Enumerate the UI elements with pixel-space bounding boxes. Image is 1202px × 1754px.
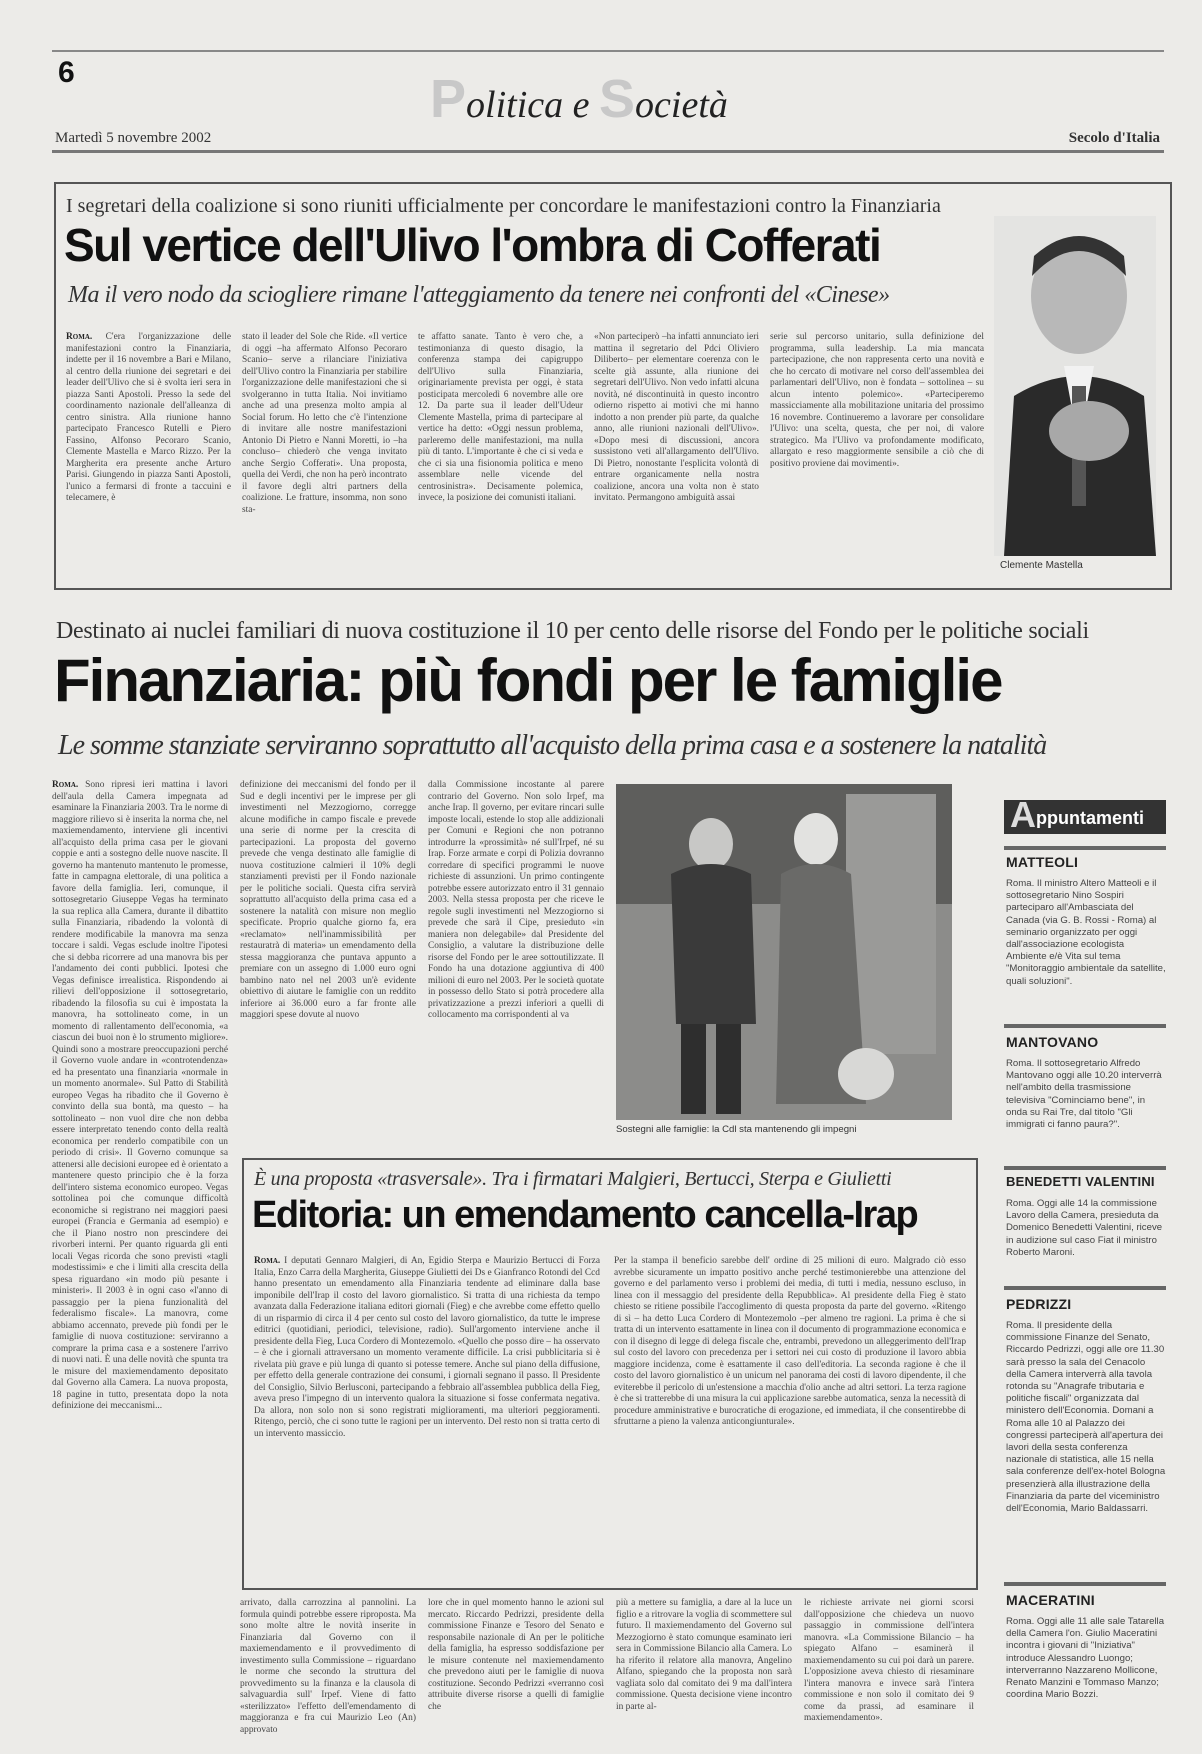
article-cofferati-col-1	[66, 332, 231, 577]
article-famiglie-col-2: definizione dei meccanismi del fondo per il Sud e degli incentivi per le imprese per gli investimenti nel Mezzogiorno, corregge alcune modifiche in campo fiscale e prevede una serie di norme per la crescita di partecipazioni. La proposta del governo prevede che venga destinato alle famiglie di nuova costituzione calmieri il 10% degli stanziamenti previsti per il Fondo nazionale per le politiche sociali. Questa cifra servirà soprattutto all'acquisto della prima casa ed a sostenere la natalità con misure non meglio specificate. Proprio qualche giorno fa, era «reclamato» nell'inammissibilità per restauratrà di materia» un emendamento della stessa maggioranza che puntava appunto a premiare con un assegno di 1.000 euro ogni bambino nato nel nel 2003 un'è evidente obiettivo di aiutare le famiglie con un reddito inferiore ai 36.000 euro a far fronte alle maggiori spese dovute al nuovo	[240, 780, 416, 1020]
sidebar-rule	[1004, 1166, 1166, 1170]
dateline: Roma.	[66, 332, 93, 342]
article-cofferati-col-2: stato il leader del Sole che Ride. «Il vertice di oggi –ha affermato Alfonso Pecoraro Scanio– serve a rilanciare l'iniziativa dell'Ulivo contro la Finanziaria per stabilire l'organizzazione delle manifestazioni che si svolgeranno in tutta Italia. Noi invitiamo anche ad una presenza molto ampia al Social forum. Ho letto che c'è l'intenzione di invitare alle nostre manifestazioni Antonio Di Pietro e Nanni Moretti, io –ha concluso– chiederò che venga invitato anche Sergio Cofferati». Una proposta, quella dei Verdi, che non ha però incontrato il favore degli altri partners della coalizione. Le fratture, insomma, non sono sta-	[242, 332, 407, 515]
mastella-caption: Clemente Mastella	[1000, 560, 1083, 571]
article-famiglie-kicker: Destinato ai nuclei familiari di nuova costituzione il 10 per cento delle risorse del Fondo per le politiche sociali	[56, 618, 1089, 644]
article-famiglie-col-4b: più a mettere su famiglia, a dare al la luce un figlio e a ritrovare la voglia di scommettere sul futuro. Il maxiemendamento del Governo sul Mezzogiorno è stato comunque esaminato ieri sera in Commissione Bilancio alla Camera. Lo ha riferito il relatore alla manovra, Angelino Alfano, spiegando che la proposta non sarà vagliata solo dal comitato dei 9 ma dall'intera commissione. Questa decisione viene incontro in parte al-	[616, 1598, 792, 1712]
appuntamento-text: Roma. Il sottosegretario Alfredo Mantovano oggi alle 10.20 interverrà nell'ambito della trasmissione televisiva "Cominciamo bene", in onda su Rai Tre, dal titolo "Gli immigrati ci fanno paura?".	[1006, 1058, 1162, 1131]
top-rule	[52, 50, 1164, 52]
famiglie-photo	[616, 784, 952, 1120]
article-cofferati-subhead: Ma il vero nodo da sciogliere rimane l'atteggiamento da tenere nei confronti del «Cinese»	[68, 282, 890, 308]
article-cofferati-col-3: te affatto sanate. Tanto è vero che, a testimonianza di questo disagio, la conferenza stampa dei capigruppo dell'Ulivo sulla Finanziaria, originariamente prevista per oggi, è stata posticipata mercoledì 6 novembre alle ore 12. Da parte sua il leader dell'Udeur Clemente Mastella, prima di partecipare al vertice ha detto: «Oggi nessun problema, parleremo delle manifestazioni, ma nulla più di tanto. L'importante è che ci si veda e che ci sia una fisionomia politica e meno assemblare nelle vicende del centrosinistra». Decisamente polemica, invece, la posizione dei comunisti italiani.	[418, 332, 583, 503]
article-famiglie-col-2b: arrivato, dalla carrozzina al pannolini. La formula quindi potrebbe essere riproposta. Ma sono molte altre le novità inserite in Finanziaria dal Governo con il maxiemendamento e il provvedimento di investimento sulla Commissione – riguardano le norme che secondo la struttura del provvedimento su la finanza e la clausola di salvaguardia sull' Irpef. Viene di fatto «sterilizzato» l'effetto dell'emendamento di maggioranza e fra cui Maurizio Leo (An) approvato	[240, 1598, 416, 1735]
mastella-photo	[994, 216, 1156, 556]
article-editoria-text-1: I deputati Gennaro Malgieri, di An, Egidio Sterpa e Maurizio Bertucci di Forza Italia, Enzo Carra della Margherita, Giuseppe Giulietti dei Ds e Gianfranco Rotondi del Ccd hanno presentato un emendamento alla Finanziaria tendente ad eliminare dalla base imponibile dell'Irap il costo del lavoro giornalistico. Si tratta di una richiesta da tempo avanzata dalla Federazione italiana editori giornali (Fieg) e che avrebbe come effetto quello di un risparmio di circa il 4 per cento sul costo del lavoro giornalistico, da tutte le imprese editrici (quotidiani, periodici, televisione, radio). Sull'argomento interviene anche il presidente della Fieg, Luca Cordero di Montezemolo. «Quello che posso dire – ha osservato – è che i giornali attraversano un momento veramente difficile. La crisi pubblicitaria si è rivelata più grave e più lunga di quanto si potesse temere. Anche sul piano della diffusione, per effetto della generale contrazione dei consumi, i giornali segnano il passo. Il Presidente del Consiglio, Silvio Berlusconi, partecipando a febbraio all'assemblea pubblica della Fieg, aveva preso l'impegno di un intervento qualora la situazione si fosse confermata negativa. Da allora, non solo non si sono registrati miglioramenti, ma ulteriori peggioramenti. Ritengo, perciò, che ci sono tutte le ragioni per un intervento. Del resto non si tratta certo di un intervento massiccio.	[254, 1256, 600, 1439]
section-title	[430, 68, 728, 130]
article-famiglie-col-5b: le richieste arrivate nei giorni scorsi dall'opposizione che chiedeva un nuovo passaggio in commissione dell'intera manovra. «La Commissione Bilancio – ha spiegato Alfano – esaminerà il maxiemendamento su cui poi darà un parere. L'opposizione aveva chiesto di riesaminare l'intera manovra e invece sarà l'intera commissione e non solo il comitato dei 9 come da prassi, ad esaminare il maxiemendamento».	[804, 1598, 974, 1723]
appuntamento-text: Roma. Oggi alle 14 la commissione Lavoro della Camera, presieduta da Domenico Benedetti Valentini, riceve in audizione sul caso Fiat il ministro Roberto Maroni.	[1006, 1198, 1163, 1258]
article-cofferati-col-5: serie sul percorso unitario, sulla definizione del programma, sulla leadership. La mia mancata partecipazione, che non rappresenta certo una novità e che ho cercato di motivare nel corso dell'assemblea dei parlamentari dell'Ulivo, non è fondata – sottolinea – su alcun intento polemico». «Parteciperemo massicciamente alla mobilitazione unitaria del prossimo 16 novembre. Continueremo a lavorare per consolidare l'Ulivo: una scelta, questa, che per noi, di valore strategico. Ma l'Ulivo va profondamente modificato, allargato e reso maggiormente sensibile a ciò che di positivo proviene dai movimenti».	[770, 332, 984, 469]
appuntamento-text: Roma. Il presidente della commissione Finanze del Senato, Riccardo Pedrizzi, oggi alle ore 11.30 sarà presso la sala del Cenacolo della Camera interverrà alla tavola rotonda su "Anagrafe tributaria e politiche fiscali" organizzata dal ministero dell'Economia. Domani a Roma alle 10 al Palazzo dei congressi parteciperà all'apertura dei lavori della sesta conferenza nazionale di statistica, alle 15 nella sala conferenze dell'ex-hotel Bologna presenzierà alla illustrazione della Finanziaria da parte del viceministro dell'Economia, Mario Baldassarri.	[1006, 1320, 1166, 1515]
appuntamenti-initial: A	[1010, 794, 1036, 835]
appuntamento-text: Roma. Oggi alle 11 alle sale Tatarella della Camera l'on. Giulio Maceratini incontra i giovani di "Iniziativa" introduce Alessandro Luongo; interverranno Nazzareno Mollicone, Renato Manzini e Tommaso Manzo; coordina Mario Bozzi.	[1006, 1616, 1165, 1701]
appuntamento-title: PEDRIZZI	[1006, 1296, 1072, 1312]
appuntamento-title: BENEDETTI VALENTINI	[1006, 1174, 1155, 1189]
sidebar-rule	[1004, 1024, 1166, 1028]
article-editoria-col-2: Per la stampa il beneficio sarebbe dell' ordine di 25 milioni di euro. Malgrado ciò esso avrebbe sicuramente un impatto positivo anche perché testimonierebbe una attenzione del governo e del parlamento verso i problemi dei media, di tutti i media, nessuno escluso, in linea con il messaggio del presidente della Repubblica». Al presidente della Fieg è stato chiesto se ritiene possibile l'accoglimento di questa proposta da parte del governo. «Ritengo di sì – ha detto Luca Cordero di Montezemolo –per almeno tre ragioni. La prima è che si tratta di un intervento esattamente in linea con il documento di programmazione economica e con il disegno di legge di delega fiscale che, entrambi, prevedono un alleggerimento dell'Irap sul costo del lavoro con precedenza per i settori nei cui costo di produzione il lavoro abbia maggiore incidenza, come è esattamente il caso dell'editoria. La seconda ragione è che il costo del lavoro giornalistico è un unicum nel panorama dei costi di lavoro dipendente, il che eviterebbe il pericolo di un'estensione a macchia d'olio anche ad altri settori. La terza ragione è che si tratterebbe di una misura la cui applicazione sarebbe automatica, senza la necessità di procedure amministrative e burocratiche di erogazione, ed immediata, il che consentirebbe di sfruttarne a pieno la valenza anticongiunturale».	[614, 1256, 966, 1427]
masthead-rule	[52, 150, 1164, 153]
article-cofferati-col-4: «Non parteciperò –ha infatti annunciato ieri mattina il segretario del Pdci Oliviero Diliberto– per elementare coerenza con le scelte già assunte, alla riunione dei segretari dell'Ulivo. Non vedo infatti alcuna novità, né discontinuità in questo incontro odierno rispetto ai motivi che mi hanno indotto a non prender più parte, da qualche anno, alle riunioni nazionali dell'Ulivo». «Dopo mesi di discussioni, ancora sussistono veti all'allargamento dell'Ulivo. Di Pietro, nonostante l'esplicita volontà di entrare organicamente nella nostra coalizione, ancora una volta non è stato invitato. Permangono ambiguità assai	[594, 332, 759, 503]
issue-date: Martedì 5 novembre 2002	[55, 130, 212, 146]
dateline: Roma.	[52, 780, 79, 790]
section-initial-s: S	[599, 69, 636, 129]
article-editoria-col-1	[254, 1256, 600, 1582]
appuntamento-title: MANTOVANO	[1006, 1034, 1099, 1050]
article-cofferati-headline: Sul vertice dell'Ulivo l'ombra di Cofferati	[64, 219, 881, 271]
page-number: 6	[58, 56, 75, 89]
article-famiglie-col-3b: lore che in quel momento hanno le azioni sul mercato. Riccardo Pedrizzi, presidente della commissione Finanze e Tesoro del Senato e responsabile nazionale di An per le politiche della famiglia, ha espresso soddisfazione per le misure contenute nel maxiemendamento che prevedono aiuti per le famiglie di nuova costituzione. Secondo Pedrizzi «verranno così attribuite diverse risorse a quelli di famiglie che	[428, 1598, 604, 1712]
appuntamento-text: Roma. Il ministro Altero Matteoli e il sottosegretario Nino Sospiri parteciparo all'Ambasciata del Canada (via G. B. Rossi - Roma) al seminario organizzato per oggi dall'associazione ecologista Ambiente e/è Vita sul tema "Monitoraggio ambientale da satellite, quali soluzioni".	[1006, 878, 1166, 987]
appuntamento-title: MATTEOLI	[1006, 854, 1079, 870]
appuntamento-title: MACERATINI	[1006, 1592, 1095, 1608]
appuntamenti-header	[1004, 794, 1166, 835]
article-famiglie-headline: Finanziaria: più fondi per le famiglie	[54, 647, 1002, 714]
sidebar-rule	[1004, 1582, 1166, 1586]
dateline: Roma.	[254, 1256, 281, 1266]
section-initial-p: P	[430, 69, 467, 129]
section-word-2: ocietà	[635, 84, 728, 126]
sidebar-rule	[1004, 1286, 1166, 1290]
article-editoria-headline: Editoria: un emendamento cancella-Irap	[252, 1194, 918, 1236]
article-cofferati-kicker: I segretari della coalizione si sono riuniti ufficialmente per concordare le manifestazioni contro la Finanziaria	[66, 195, 941, 217]
article-famiglie-col-1	[52, 780, 228, 1754]
article-famiglie-col-3: dalla Commissione incostante al parere contrario del Governo. Non solo Irpef, ma anche Irap. Il governo, per evitare rincari sulle imposte locali, estende lo stop alle addizionali per Comuni e Regioni che non potranno introdurre la «prossimità» né sull'Irpef, né su Irap. Forze armate e corpi di Polizia dovranno corredare di specifici programmi le nuove richieste di assunzioni. Un primo contingente potrebbe essere autorizzato entro il 31 gennaio 2003. Nella stessa proposta per che riceve le regole sugli investimenti nel Mezzogiorno si prevede che sarà il Cipe, presieduto «in maniera non delegabile» dal Presidente del Consiglio, a valutare la distribuzione delle risorse del Fondo per le aree sottoutilizzate. Il Fondo ha una dotazione aggiuntiva di 400 milioni di euro nel 2003. Per le società quotate in possesso dello Stato si potrà procedere alla privatizzazione a prezzi inferiori a quelli di collocamento ma corrispondenti al va	[428, 780, 604, 1020]
article-famiglie-text-1: Sono ripresi ieri mattina i lavori dell'aula della Camera impegnata ad esaminare la Finanziaria 2003. Tra le norme di maggiore rilievo si è inserita la norma che, nel maxiemendamento, interviene gli incentivi all'acquisto della prima casa per le giovani coppie e anti a sostegno delle nuove nascite. Il governo ha mantenuto mantenuto le promesse, fatte in campagna elettorale, di una politica a favore della famiglia. Ieri, comunque, il sottosegretario Giuseppe Vegas ha terminato la sua replica alla Camera, durante il dibattito sulla Finanziaria, ribadendo la volontà di rendere modificabile la manovra ma senza toccare i saldi. Vegas esclude inoltre l'ipotesi che si debba ricorrere ad una manovra bis per l'andamento dei conti pubblici. Ipotesi che Vegas definisce irrealistica. Rispondendo ai rilievi dell'opposizione il sottosegretario, ribadendo la filosofia su cui è impostata la manovra, ha sottolineato come, in un momento di rallentamento dell'economia, «a ciascun dei buoi non è lo strumento migliore». Quindi sono a mostrare preoccupazioni perché il Governo vuole andare in «controtendenza» ed ha presentato una finanziaria «normale in un momento anormale». Sul Patto di Stabilità europeo Vegas ha ribadito che il Governo è convinto della sua bontà, ma questo – ha sottolineato – non vuol dire che non debba essere interpretato tenendo conto della realtà economica per renderlo compatibile con un periodo di crisi». Il Governo comunque sa attenersi alle decisioni europee ed è orientato a mantenere questo principio che è la forza dell'intero sistema economico europeo. Vegas sottolinea poi che comunque difficoltà economiche si registrano nei maggiori paesi europei (Francia e Germania ad esempio) e che il Piano nostro non prescindere dei rivorberi interni. Per quanto riguarda gli enti locali Vegas ricorda che sono previsti «tagli modestissimi» e che i limiti alla crescita della spesa riguardano «in modo più pesante i ministeri». Il 2003 è in ogni caso «l'anno di passaggio per la piena funzionalità del federalismo fiscale». La manovra, come abbiamo accennato, prevede più fondi per le famiglie di nuova costituzione: serviranno a comprare la prima casa e a sostenere l'arrivo di nuovi nati. È una delle novità che spunta tra le misure del maxiemendamento depositato dal Governo alla Camera. La nuova proposta, 18 pagine in tutto, presentata dopo la nota definizione dei meccanismi...	[52, 780, 228, 1411]
newspaper-name: Secolo d'Italia	[1068, 130, 1160, 146]
sidebar-rule	[1004, 846, 1166, 850]
article-editoria-kicker: È una proposta «trasversale». Tra i firmatari Malgieri, Bertucci, Sterpa e Giulietti	[254, 1168, 892, 1190]
article-famiglie-subhead: Le somme stanziate serviranno soprattutto all'acquisto della prima casa e a sostenere la natalità	[58, 730, 1047, 761]
appuntamenti-title: ppuntamenti	[1036, 808, 1144, 828]
famiglie-caption: Sostegni alle famiglie: la Cdl sta mantenendo gli impegni	[616, 1124, 857, 1135]
article-cofferati-text-1: C'era l'organizzazione delle manifestazioni contro la Finanziaria, indette per il 16 novembre a Bari e Milano, al centro della riunione dei segretari e dei leader dell'Ulivo che si è svolta ieri sera in piazza Santi Apostoli. Presso la sede del coordinamento nazionale dell'alleanza di centro sinistra. Alla riunione hanno partecipato Francesco Rutelli e Piero Fassino, Alfonso Pecoraro Scanio, Clemente Mastella e Marco Rizzo. Per la Margherita era presente anche Arturo Parisi. Giungendo in piazza Santi Apostoli, l'unico a fermarsi di fronte a taccuini e telecamere, è	[66, 332, 231, 503]
section-word-1: olitica e	[466, 84, 599, 126]
